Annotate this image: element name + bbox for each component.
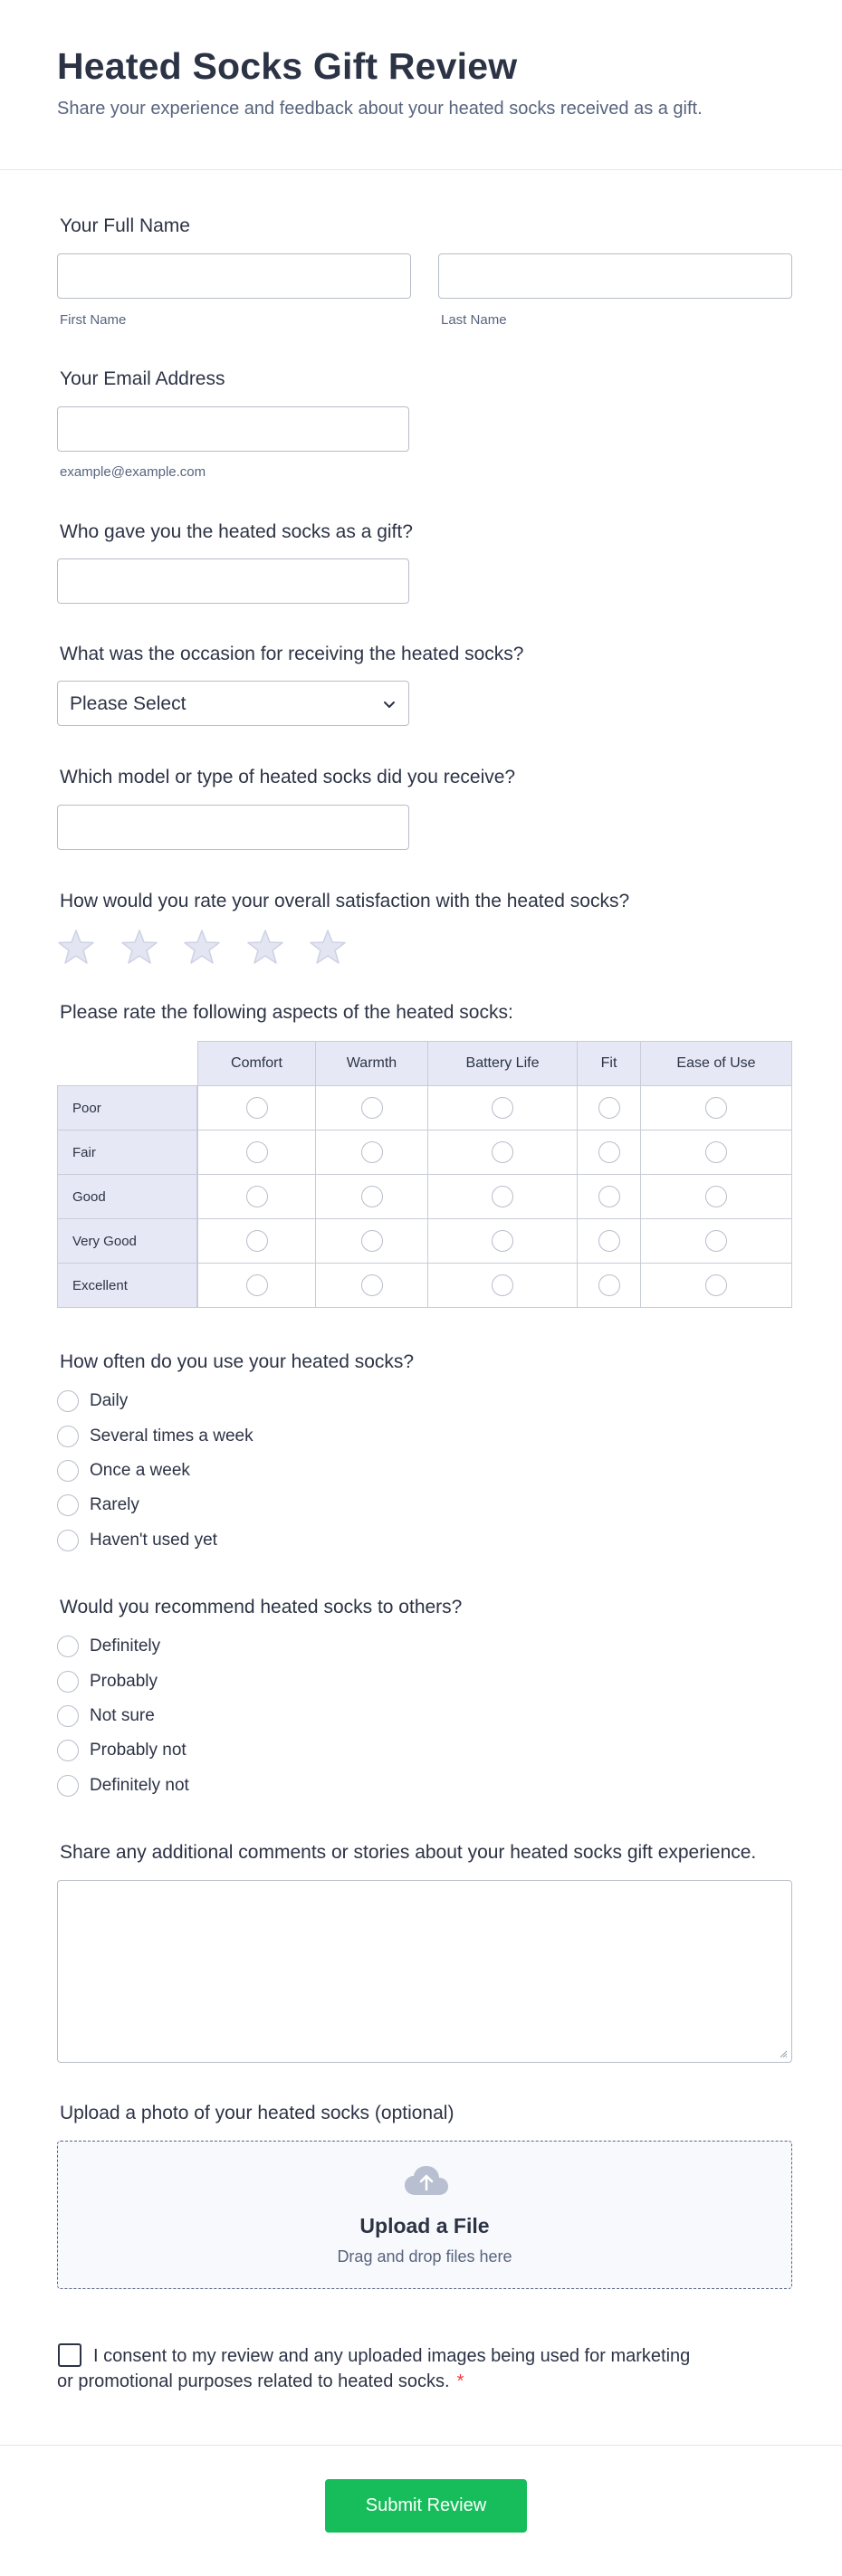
radio-button[interactable] <box>57 1426 79 1447</box>
upload-subtitle: Drag and drop files here <box>337 2247 512 2266</box>
matrix-col-header: Ease of Use <box>640 1041 792 1086</box>
matrix-cell[interactable] <box>640 1218 792 1264</box>
frequency-option[interactable] <box>57 1459 190 1483</box>
cloud-upload-icon <box>403 2164 450 2197</box>
matrix-cell[interactable] <box>577 1130 641 1175</box>
matrix-radio[interactable] <box>492 1274 513 1296</box>
recommend-option[interactable] <box>57 1635 160 1658</box>
consent-text <box>57 2343 691 2394</box>
file-upload-dropzone[interactable] <box>57 2141 792 2289</box>
matrix-cell[interactable] <box>197 1085 316 1131</box>
option-label: Once a week <box>90 1461 190 1480</box>
matrix-cell[interactable] <box>427 1085 578 1131</box>
matrix-radio[interactable] <box>492 1186 513 1207</box>
radio-button[interactable] <box>57 1775 79 1797</box>
form-footer <box>0 2445 842 2576</box>
consent-checkbox[interactable] <box>58 2343 81 2367</box>
form-header <box>0 0 842 170</box>
matrix-cell[interactable] <box>640 1130 792 1175</box>
frequency-label: How often do you use your heated socks? <box>60 1351 415 1372</box>
occasion-selected-value: Please Select <box>70 693 187 714</box>
recommend-option[interactable] <box>57 1774 189 1798</box>
radio-button[interactable] <box>57 1494 79 1516</box>
matrix-radio[interactable] <box>598 1097 620 1119</box>
matrix-radio[interactable] <box>598 1274 620 1296</box>
model-label: Which model or type of heated socks did you receive? <box>60 767 516 787</box>
matrix-radio[interactable] <box>705 1186 727 1207</box>
recommend-option[interactable] <box>57 1670 158 1693</box>
matrix-col-header: Comfort <box>197 1041 316 1086</box>
option-label: Rarely <box>90 1495 139 1514</box>
matrix-cell[interactable] <box>315 1263 428 1308</box>
option-label: Definitely <box>90 1636 161 1655</box>
required-mark: * <box>456 2371 464 2391</box>
first-name-input[interactable] <box>57 253 411 299</box>
model-input[interactable] <box>57 805 409 850</box>
last-name-sublabel: Last Name <box>441 312 507 328</box>
matrix-radio[interactable] <box>705 1274 727 1296</box>
matrix-cell[interactable] <box>640 1263 792 1308</box>
frequency-option[interactable] <box>57 1389 128 1413</box>
matrix-radio[interactable] <box>246 1274 268 1296</box>
occasion-label: What was the occasion for receiving the heated socks? <box>60 644 524 664</box>
matrix-radio[interactable] <box>361 1141 383 1163</box>
option-label: Not sure <box>90 1706 155 1725</box>
star-icon[interactable] <box>57 928 95 966</box>
matrix-row-label: Poor <box>57 1085 197 1131</box>
matrix-cell[interactable] <box>197 1130 316 1175</box>
option-label: Probably <box>90 1672 158 1691</box>
matrix-radio[interactable] <box>598 1141 620 1163</box>
matrix-cell[interactable] <box>197 1174 316 1219</box>
radio-button[interactable] <box>57 1671 79 1693</box>
matrix-cell[interactable] <box>640 1085 792 1131</box>
frequency-option[interactable] <box>57 1425 254 1448</box>
email-sublabel: example@example.com <box>60 464 206 480</box>
matrix-radio[interactable] <box>361 1186 383 1207</box>
recommend-option[interactable] <box>57 1704 155 1728</box>
option-label: Haven't used yet <box>90 1531 217 1550</box>
email-label: Your Email Address <box>60 368 225 389</box>
star-icon[interactable] <box>309 928 347 966</box>
matrix-cell[interactable] <box>427 1130 578 1175</box>
matrix-radio[interactable] <box>705 1230 727 1252</box>
matrix-col-header: Battery Life <box>427 1041 578 1086</box>
radio-button[interactable] <box>57 1740 79 1761</box>
page-subtitle: Share your experience and feedback about your heated socks received as a gift. <box>57 99 703 119</box>
matrix-radio[interactable] <box>246 1186 268 1207</box>
matrix-cell[interactable] <box>315 1218 428 1264</box>
matrix-radio[interactable] <box>492 1230 513 1252</box>
matrix-cell[interactable] <box>577 1263 641 1308</box>
full-name-label: Your Full Name <box>60 215 190 236</box>
matrix-row-label: Very Good <box>57 1218 197 1264</box>
last-name-input[interactable] <box>438 253 792 299</box>
email-input[interactable] <box>57 406 409 452</box>
frequency-option[interactable] <box>57 1529 217 1552</box>
matrix-cell[interactable] <box>577 1218 641 1264</box>
radio-button[interactable] <box>57 1530 79 1551</box>
matrix-cell[interactable] <box>197 1218 316 1264</box>
matrix-cell[interactable] <box>577 1085 641 1131</box>
matrix-radio[interactable] <box>705 1141 727 1163</box>
recommend-label: Would you recommend heated socks to others? <box>60 1597 463 1617</box>
radio-button[interactable] <box>57 1390 79 1412</box>
matrix-radio[interactable] <box>598 1230 620 1252</box>
giver-input[interactable] <box>57 558 409 604</box>
upload-label: Upload a photo of your heated socks (optional) <box>60 2103 454 2123</box>
giver-label: Who gave you the heated socks as a gift? <box>60 521 413 542</box>
star-icon[interactable] <box>120 928 158 966</box>
comments-textarea[interactable] <box>57 1880 792 2063</box>
matrix-cell[interactable] <box>315 1130 428 1175</box>
matrix-cell[interactable] <box>427 1218 578 1264</box>
matrix-radio[interactable] <box>492 1141 513 1163</box>
option-label: Probably not <box>90 1741 187 1760</box>
satisfaction-label: How would you rate your overall satisfaction with the heated socks? <box>60 891 630 911</box>
matrix-cell[interactable] <box>427 1174 578 1219</box>
radio-button[interactable] <box>57 1636 79 1657</box>
matrix-radio[interactable] <box>598 1186 620 1207</box>
resize-grip-icon[interactable] <box>779 2049 788 2058</box>
star-icon[interactable] <box>246 928 284 966</box>
radio-button[interactable] <box>57 1460 79 1482</box>
matrix-radio[interactable] <box>246 1141 268 1163</box>
matrix-cell[interactable] <box>197 1263 316 1308</box>
matrix-cell[interactable] <box>577 1174 641 1219</box>
submit-button[interactable]: Submit Review <box>325 2479 527 2533</box>
matrix-radio[interactable] <box>361 1097 383 1119</box>
radio-button[interactable] <box>57 1705 79 1727</box>
star-icon[interactable] <box>183 928 221 966</box>
consent-label: I consent to my review and any uploaded images being used for marketing or promotional purposes related to heated socks. <box>57 2346 691 2391</box>
matrix-radio[interactable] <box>246 1097 268 1119</box>
matrix-col-header: Fit <box>577 1041 641 1086</box>
option-label: Several times a week <box>90 1426 254 1445</box>
matrix-cell[interactable] <box>427 1263 578 1308</box>
aspects-label: Please rate the following aspects of the heated socks: <box>60 1002 513 1023</box>
matrix-radio[interactable] <box>246 1230 268 1252</box>
comments-label: Share any additional comments or stories about your heated socks gift experience. <box>60 1842 757 1863</box>
matrix-radio[interactable] <box>361 1230 383 1252</box>
frequency-option[interactable] <box>57 1493 139 1517</box>
matrix-cell[interactable] <box>640 1174 792 1219</box>
option-label: Daily <box>90 1391 129 1410</box>
aspects-matrix <box>57 1041 792 1311</box>
matrix-cell[interactable] <box>315 1174 428 1219</box>
matrix-cell[interactable] <box>315 1085 428 1131</box>
matrix-row-label: Fair <box>57 1130 197 1175</box>
upload-title: Upload a File <box>359 2214 490 2237</box>
matrix-col-header: Warmth <box>315 1041 428 1086</box>
recommend-option[interactable] <box>57 1739 187 1762</box>
chevron-down-icon <box>381 696 397 712</box>
page-title: Heated Socks Gift Review <box>57 45 518 87</box>
first-name-sublabel: First Name <box>60 312 127 328</box>
occasion-select[interactable] <box>57 681 409 726</box>
matrix-radio[interactable] <box>492 1097 513 1119</box>
matrix-radio[interactable] <box>361 1274 383 1296</box>
matrix-row-label: Excellent <box>57 1263 197 1308</box>
option-label: Definitely not <box>90 1776 189 1795</box>
matrix-row-label: Good <box>57 1174 197 1219</box>
matrix-radio[interactable] <box>705 1097 727 1119</box>
